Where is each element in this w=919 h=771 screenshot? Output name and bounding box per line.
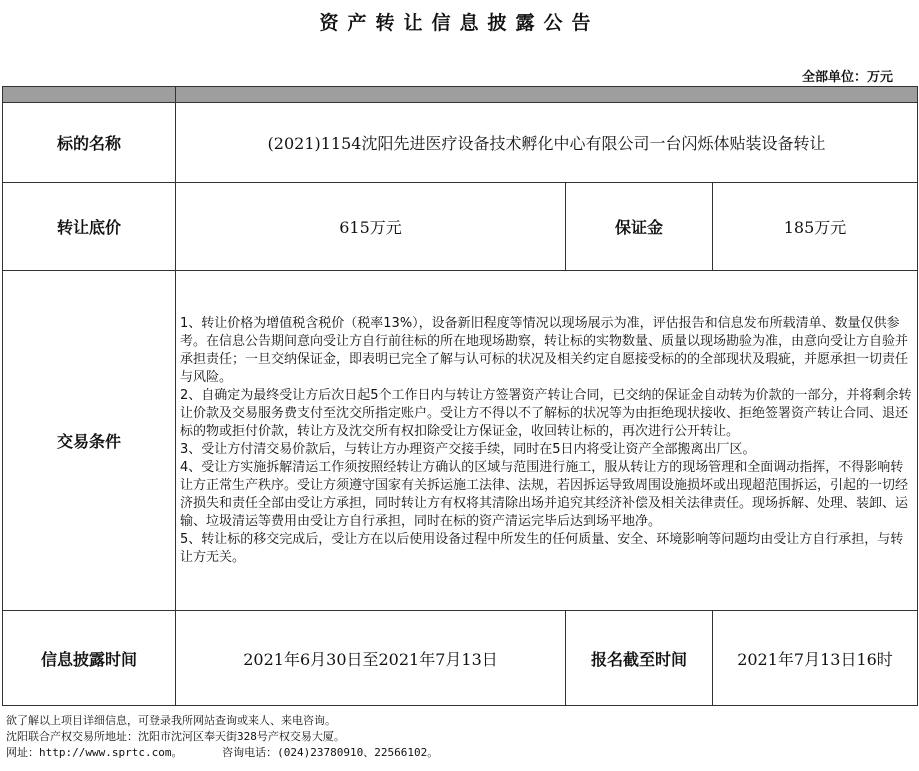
row-conditions [3, 271, 918, 611]
deadline-label: 报名截至时间 [566, 611, 713, 706]
conditions-label: 交易条件 [3, 271, 176, 611]
row-dates [3, 611, 918, 706]
unit-note: 全部单位：万元 [801, 70, 893, 85]
footer-line-inquiry: 欲了解以上项目详细信息，可登录我所网站查询或来人、来电咨询。 [6, 714, 336, 727]
name-label: 标的名称 [3, 103, 176, 183]
price-label: 转让底价 [3, 183, 176, 271]
row-name [3, 103, 918, 183]
condition-item: 1、转让价格为增值税含税价（税率13%），设备新旧程度等情况以现场展示为准，评估报告和信息发布所载清单、数量仅供参考。在信息公告期间意向受让方自行前往标的所在地现场勘察，转让标的实物数量、质量以现场勘验为准，由意向受让方自验并承担责任；一旦交纳保证金，即表明已完全了解与认可标的状况及相关约定自愿接受标的的全部现状及瑕疵，并愿承担一切责任与风险。 [180, 315, 909, 385]
deposit-value: 185万元 [713, 183, 918, 271]
announcement-table [2, 86, 918, 706]
header-cell-left [3, 87, 176, 103]
condition-item: 5、转让标的移交完成后，受让方在以后使用设备过程中所发生的任何质量、安全、环境影响等问题均由受让方自行承担，与转让方无关。 [180, 531, 904, 565]
row-price [3, 183, 918, 271]
deadline-value: 2021年7月13日16时 [713, 611, 918, 706]
deposit-label: 保证金 [566, 183, 713, 271]
footer-line-contact: 网址：http://www.sprtc.com。 咨询电话：(024)23780910、22566102。 [6, 746, 439, 759]
header-cell-right [176, 87, 918, 103]
price-value: 615万元 [176, 183, 566, 271]
condition-item: 4、受让方实施拆解清运工作须按照经转让方确认的区域与范围进行施工，服从转让方的现场管理和全面调动指挥，不得影响转让方正常生产秩序。受让方须遵守国家有关拆运施工法律、法规，若因拆运导致周围设施损坏或出现超范围拆运，引起的一切经济损失和责任全部由受让方承担，同时转让方有权将其清除出场并追究其经济补偿及相关法律责任。现场拆解、处理、装卸、运输、垃圾清运等费用由受让方自行承担，同时在标的资产清运完毕后达到场平地净。 [180, 459, 909, 529]
disclosure-value: 2021年6月30日至2021年7月13日 [176, 611, 566, 706]
name-value: (2021)1154沈阳先进医疗设备技术孵化中心有限公司一台闪烁体贴装设备转让 [176, 103, 918, 183]
condition-item: 3、受让方付清交易价款后，与转让方办理资产交接手续，同时在5日内将受让资产全部搬离出厂区。 [180, 441, 756, 457]
footer-notes [6, 713, 438, 761]
table-header-bar [3, 87, 918, 103]
disclosure-label: 信息披露时间 [3, 611, 176, 706]
page-title: 资产转让信息披露公告 [319, 12, 600, 34]
condition-item: 2、自确定为最终受让方后次日起5个工作日内与转让方签署资产转让合同，已交纳的保证金自动转为价款的一部分，并将剩余转让价款及交易服务费支付至沈交所指定账户。受让方不得以不了解标的状况等为由拒绝现状接收、拒绝签署资产转让合同、退还标的物或拒付价款，转让方及沈交所有权扣除受让方保证金，收回转让标的，再次进行公开转让。 [180, 387, 912, 439]
footer-line-address: 沈阳联合产权交易所地址：沈阳市沈河区奉天街328号产权交易大厦。 [6, 730, 345, 743]
conditions-text [176, 271, 918, 611]
